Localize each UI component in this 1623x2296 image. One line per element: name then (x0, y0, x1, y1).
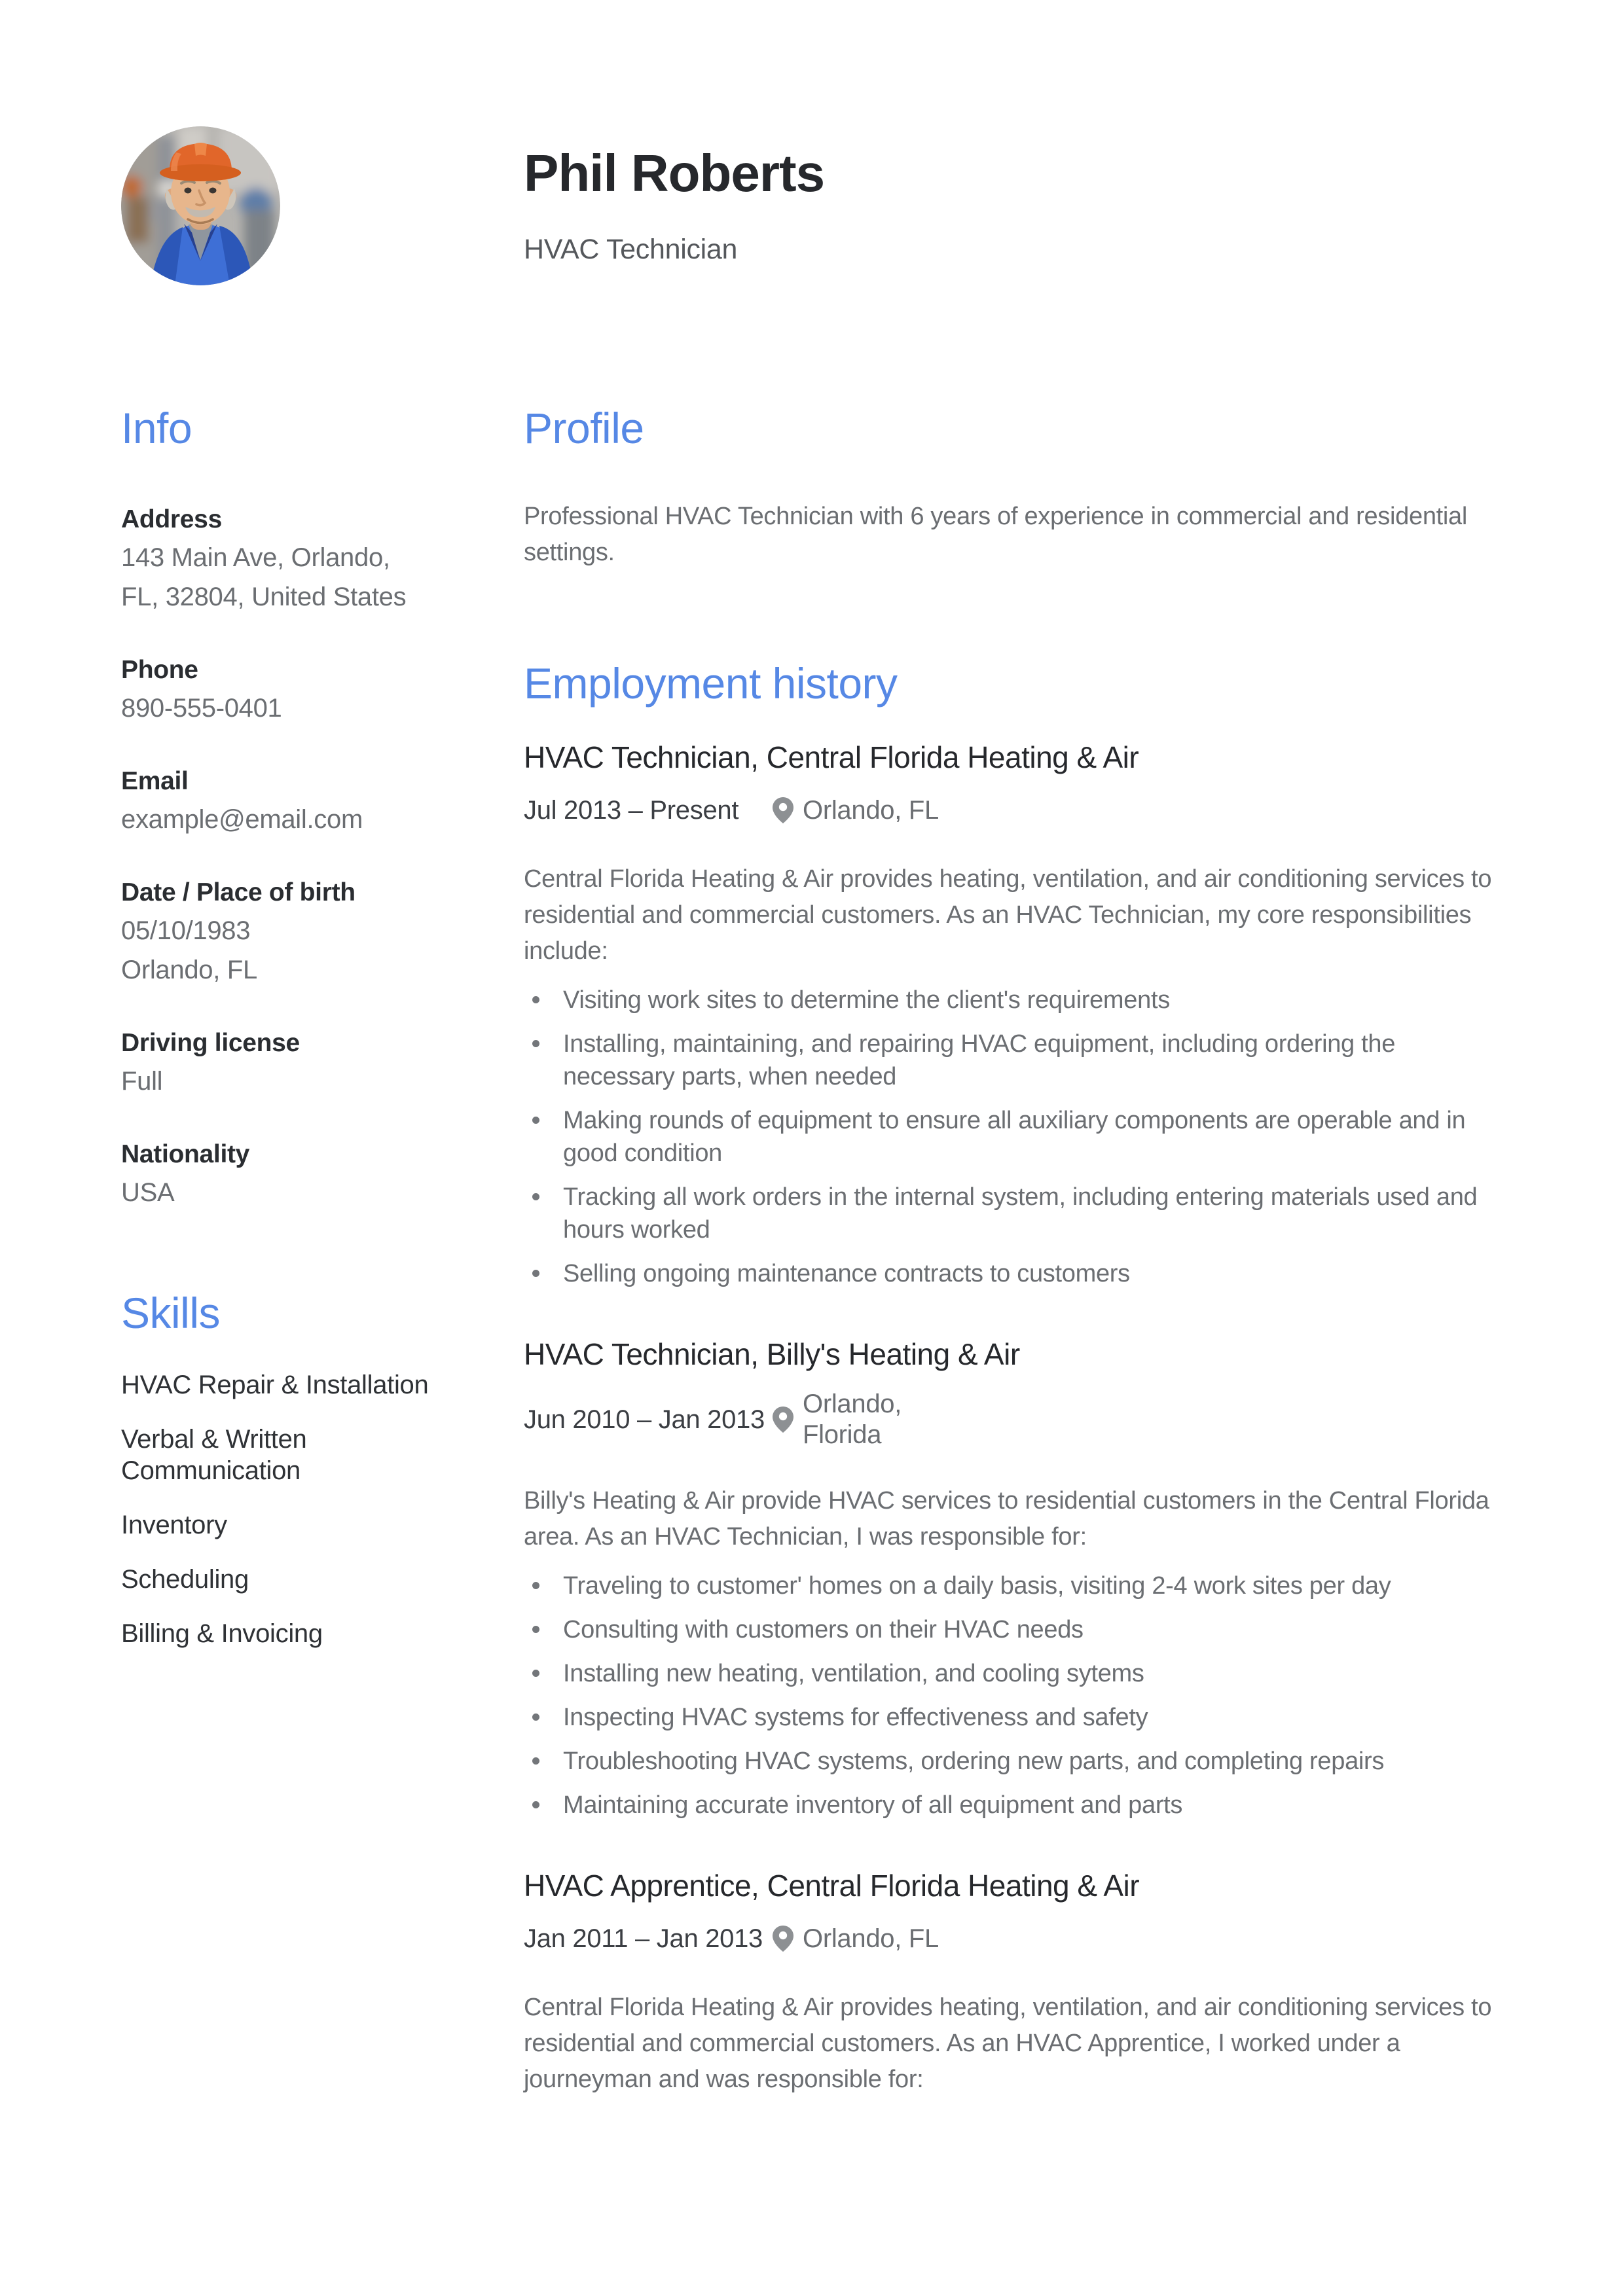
content-columns (121, 403, 1512, 2098)
job-bullet: Installing, maintaining, and repairing HVAC equipment, including ordering the necessary parts, when needed (563, 1028, 1512, 1093)
employment-history-heading: Employment history (524, 659, 898, 708)
job-dates: Jul 2013 – Present (524, 796, 739, 825)
location-pin-icon (773, 1407, 793, 1433)
job-description: Central Florida Heating & Air provides heating, ventilation, and air conditioning services to residential and commercial customers. As an HVAC Technician, my core responsibilities include: (524, 865, 1492, 965)
location-pin-icon (773, 1926, 793, 1952)
info-label: Address (121, 505, 222, 534)
job-meta (524, 1920, 1512, 1957)
info-group-email (121, 763, 429, 839)
info-label: Driving license (121, 1029, 300, 1058)
info-label: Email (121, 767, 189, 796)
info-value: example@email.com (121, 805, 363, 834)
info-group-birth (121, 874, 429, 990)
info-value: 890-555-0401 (121, 694, 282, 723)
info-value: Orlando, FL (121, 956, 257, 985)
info-group-address (121, 501, 429, 617)
job-bullet: Making rounds of equipment to ensure all auxiliary components are operable and in good condition (563, 1104, 1512, 1170)
job-bullet: Selling ongoing maintenance contracts to customers (563, 1257, 1512, 1290)
job-bullet: Visiting work sites to determine the client's requirements (563, 984, 1512, 1016)
job-dates: Jan 2011 – Jan 2013 (524, 1924, 763, 1954)
job-bullet-list (524, 984, 1512, 1290)
info-label: Date / Place of birth (121, 878, 356, 907)
profile-text: Professional HVAC Technician with 6 years of experience in commercial and residential settings. (524, 503, 1468, 567)
info-value: Full (121, 1067, 163, 1096)
job-entry (524, 1336, 1512, 1821)
job-bullet: Maintaining accurate inventory of all equipment and parts (563, 1789, 1512, 1821)
job-location: Orlando, FL (803, 1924, 939, 1953)
skill-item: Verbal & Written Communication (121, 1425, 307, 1486)
person-job-title: HVAC Technician (524, 234, 738, 265)
job-entry (524, 739, 1512, 1290)
sidebar (121, 403, 429, 2098)
job-bullet: Traveling to customer' homes on a daily basis, visiting 2-4 work sites per day (563, 1570, 1512, 1602)
job-bullet: Consulting with customers on their HVAC needs (563, 1613, 1512, 1646)
job-meta (524, 792, 1512, 829)
info-value: 143 Main Ave, Orlando, (121, 543, 390, 573)
person-name: Phil Roberts (524, 144, 825, 202)
skill-item: Inventory (121, 1511, 227, 1540)
skills-heading: Skills (121, 1289, 221, 1338)
location-pin-icon (773, 797, 793, 823)
job-description: Central Florida Heating & Air provides heating, ventilation, and air conditioning services to residential and commercial customers. As an HVAC Apprentice, I worked under a journeyman and was responsible for: (524, 1994, 1492, 2094)
job-bullet: Installing new heating, ventilation, and cooling sytems (563, 1657, 1512, 1690)
job-meta (524, 1389, 1512, 1450)
skill-item: Billing & Invoicing (121, 1619, 323, 1649)
info-heading: Info (121, 404, 192, 452)
profile-heading: Profile (524, 404, 644, 452)
info-group-nationality (121, 1136, 429, 1212)
skill-item: HVAC Repair & Installation (121, 1371, 429, 1400)
job-entry (524, 1867, 1512, 2098)
header-identity (524, 144, 825, 266)
info-value: FL, 32804, United States (121, 583, 407, 612)
job-description: Billy's Heating & Air provide HVAC services to residential customers in the Central Florida area. As an HVAC Technician, I was responsible for: (524, 1487, 1489, 1551)
profile-photo (121, 126, 280, 285)
job-title: HVAC Technician, Billy's Heating & Air (524, 1337, 1020, 1372)
job-bullet: Troubleshooting HVAC systems, ordering new parts, and completing repairs (563, 1745, 1512, 1778)
info-label: Nationality (121, 1140, 250, 1169)
skill-item: Scheduling (121, 1565, 249, 1594)
skills-list (121, 1369, 429, 1649)
job-title: HVAC Apprentice, Central Florida Heating & Air (524, 1869, 1140, 1903)
main-content (524, 403, 1512, 2098)
info-value: USA (121, 1178, 175, 1208)
job-dates: Jun 2010 – Jan 2013 (524, 1405, 765, 1435)
job-bullet: Tracking all work orders in the internal system, including entering materials used and hours worked (563, 1181, 1512, 1246)
info-value: 05/10/1983 (121, 916, 251, 946)
job-bullet-list (524, 1570, 1512, 1821)
job-location: Orlando, Florida (803, 1390, 902, 1450)
info-label: Phone (121, 656, 198, 685)
info-group-phone (121, 652, 429, 728)
info-group-driving-license (121, 1025, 429, 1101)
job-title: HVAC Technician, Central Florida Heating & Air (524, 740, 1139, 775)
profile-photo-illustration (121, 126, 280, 285)
job-location: Orlando, FL (803, 795, 939, 825)
job-bullet: Inspecting HVAC systems for effectiveness and safety (563, 1701, 1512, 1734)
